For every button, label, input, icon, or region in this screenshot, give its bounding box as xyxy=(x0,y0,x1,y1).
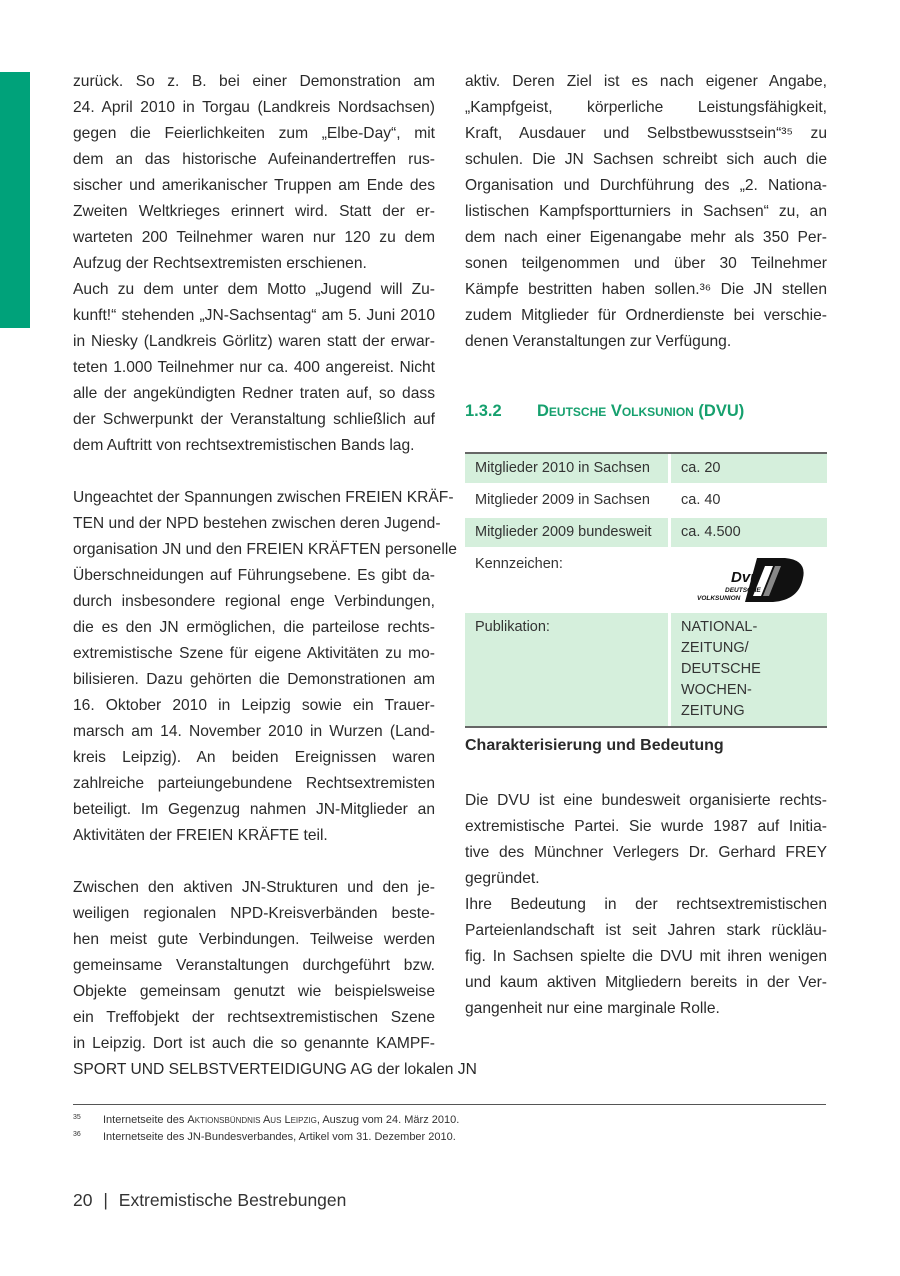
text-line: Zwischen den aktiven JN-Strukturen und den je- xyxy=(73,879,435,896)
text-line: fig. In Sachsen spielte die DVU mit ihren wenigen xyxy=(465,948,827,965)
dvu-facts-table xyxy=(465,452,827,728)
value-line: DEUTSCHE WOCHEN- xyxy=(681,661,761,698)
text-line: 16. Oktober 2010 in Leipzig sowie ein Trauer- xyxy=(73,697,435,714)
value-line: ZEITUNG xyxy=(681,703,745,719)
footnote xyxy=(73,1114,459,1126)
dvu-logo xyxy=(695,556,807,604)
text-line: aktiv. Deren Ziel ist es nach eigener Angabe, xyxy=(465,73,827,90)
row-value: ca. 20 xyxy=(671,454,827,486)
text-line: warteten 200 Teilnehmer waren nur 120 zu dem xyxy=(73,229,435,246)
text-line: hen meist gute Verbindungen. Teilweise werden xyxy=(73,931,435,948)
svg-text:VOLKSUNION: VOLKSUNION xyxy=(697,595,741,602)
row-label: Mitglieder 2009 bundesweit xyxy=(465,518,671,550)
text-line: teten 1.000 Teilnehmer nur ca. 400 angereist. Nicht xyxy=(73,359,435,376)
text-line: extremistische Partei. Sie wurde 1987 auf Initia- xyxy=(465,818,827,835)
text-line: dem Auftritt von rechtsextremistischen Bands lag. xyxy=(73,437,415,454)
text-line: gemeinsame Veranstaltungen durchgeführt bzw. xyxy=(73,957,435,974)
text-line: tive des Münchner Verlegers Dr. Gerhard FREY xyxy=(465,844,827,861)
text-line: Kämpfe bestritten haben sollen.³⁶ Die JN stellen xyxy=(465,281,827,298)
text-line: „Kampfgeist, körperliche Leistungsfähigkeit, xyxy=(465,99,827,116)
svg-text:DEUTSCHE: DEUTSCHE xyxy=(725,587,761,594)
right-text-column-top xyxy=(465,69,827,355)
text-line: und kaum aktiven Mitgliedern bereits in der Ver- xyxy=(465,974,827,991)
chapter-title: Extremistische Bestrebungen xyxy=(118,1190,347,1210)
value-line: NATIONAL-ZEITUNG/ xyxy=(681,619,758,656)
page-footer xyxy=(73,1190,346,1211)
text-line: SPORT UND SELBSTVERTEIDIGUNG AG der lokalen JN xyxy=(73,1061,477,1078)
subheading: Charakterisierung und Bedeutung xyxy=(465,737,724,754)
text-line: durch insbesondere regional enge Verbindungen, xyxy=(73,593,435,610)
section-number: 1.3.2 xyxy=(465,402,502,420)
text-line: marsch am 14. November 2010 in Wurzen (Land- xyxy=(73,723,435,740)
text-line: sischer und amerikanischer Truppen am Ende des xyxy=(73,177,435,194)
text-line: ein Treffobjekt der rechtsextremistischen Szene xyxy=(73,1009,435,1026)
table-row xyxy=(465,550,827,613)
text-line: in Leipzig. Dort ist auch die so genannte KAMPF- xyxy=(73,1035,435,1052)
footnote-text: , Auszug vom 24. März 2010. xyxy=(316,1114,460,1126)
text-line: Aktivitäten der FREIEN KRÄFTE teil. xyxy=(73,827,328,844)
footnote-divider xyxy=(73,1104,826,1105)
text-line: Ihre Bedeutung in der rechtsextremistischen xyxy=(465,896,827,913)
table-row xyxy=(465,454,827,486)
text-line: kunft!“ stehenden „JN-Sachsentag“ am 5. Juni 2010 xyxy=(73,307,435,324)
footnote-number: 36 xyxy=(73,1131,81,1138)
text-line: alle der angekündigten Redner traten auf, so dass xyxy=(73,385,435,402)
paragraph xyxy=(73,875,477,1083)
footnote-text: Internetseite des JN-Bundesverbandes, Artikel vom 31. Dezember 2010. xyxy=(103,1131,456,1143)
text-line: gegen die Feierlichkeiten zum „Elbe-Day“, mit xyxy=(73,125,435,142)
footnote-smallcaps: Aktionsbündnis Aus Leipzig xyxy=(187,1114,317,1126)
text-line: organisation JN und den FREIEN KRÄFTEN personelle xyxy=(73,541,457,558)
text-line: dem nach einer Eigenangabe mehr als 350 Per- xyxy=(465,229,827,246)
text-line: kreis Leipzig). An beiden Ereignissen waren xyxy=(73,749,435,766)
text-line: bilisieren. Dazu gehörten die Demonstrationen am xyxy=(73,671,435,688)
paragraph-gap xyxy=(73,849,435,875)
paragraph xyxy=(73,69,435,277)
paragraph-gap xyxy=(73,459,435,485)
text-line: Auch zu dem unter dem Motto „Jugend will Zu- xyxy=(73,281,435,298)
footnote-text: Internetseite des xyxy=(103,1114,188,1126)
row-label: Mitglieder 2009 in Sachsen xyxy=(465,486,671,518)
paragraph xyxy=(73,277,435,459)
paragraph xyxy=(465,892,827,1022)
text-line: Parteienlandschaft ist seit Jahren stark rückläu- xyxy=(465,922,827,939)
table-row xyxy=(465,486,827,518)
footer-separator: | xyxy=(103,1190,108,1210)
text-line: dem an das historische Aufeinandertreffen rus- xyxy=(73,151,435,168)
text-line: Organisation und Durchführung des „2. Nationa- xyxy=(465,177,827,194)
text-line: zurück. So z. B. bei einer Demonstration am xyxy=(73,73,435,90)
text-line: Aufzug der Rechtsextremisten erschienen. xyxy=(73,255,367,272)
row-label: Publikation: xyxy=(465,613,671,726)
row-value xyxy=(671,550,827,613)
text-line: weiligen regionalen NPD-Kreisverbänden beste- xyxy=(73,905,435,922)
text-line: sonen teilgenommen und über 30 Teilnehmer xyxy=(465,255,827,272)
text-line: Zweiten Weltkrieges erinnert wird. Statt der er- xyxy=(73,203,435,220)
logo-text: Dvu xyxy=(731,569,760,586)
section-title: Deutsche Volksunion (DVU) xyxy=(537,402,745,420)
text-line: schulen. Die JN Sachsen schreibt sich auch die xyxy=(465,151,827,168)
text-line: Kraft, Ausdauer und Selbstbewusstsein“³⁵ zu xyxy=(465,125,827,142)
paragraph xyxy=(465,788,827,892)
footnote xyxy=(73,1131,456,1143)
text-line: extremistische Szene für eigene Aktivitäten zu mo- xyxy=(73,645,435,662)
text-line: TEN und der NPD bestehen zwischen deren Jugend- xyxy=(73,515,441,532)
text-line: gangenheit nur eine marginale Rolle. xyxy=(465,1000,720,1017)
text-line: Objekte gemeinsam genutzt wie beispielsweise xyxy=(73,983,435,1000)
text-line: Die DVU ist eine bundesweit organisierte rechts- xyxy=(465,792,827,809)
row-value: ca. 4.500 xyxy=(671,518,827,550)
text-line: gegründet. xyxy=(465,870,540,887)
text-line: Überschneidungen auf Führungsebene. Es gibt da- xyxy=(73,567,435,584)
left-text-column xyxy=(73,69,477,1083)
table-row xyxy=(465,518,827,550)
text-line: die es den JN ermöglichen, die parteilose rechts- xyxy=(73,619,435,636)
text-line: Ungeachtet der Spannungen zwischen FREIEN KRÄF- xyxy=(73,489,454,506)
text-line: zahlreiche parteiungebundene Rechtsextremisten xyxy=(73,775,435,792)
row-value xyxy=(671,613,827,726)
footnote-number: 35 xyxy=(73,1114,81,1121)
text-line: beteiligt. Im Gegenzug nahmen JN-Mitglieder an xyxy=(73,801,435,818)
text-line: in Niesky (Landkreis Görlitz) waren statt der erwar- xyxy=(73,333,435,350)
row-label: Mitglieder 2010 in Sachsen xyxy=(465,454,671,486)
section-color-bar xyxy=(0,72,30,328)
row-value: ca. 40 xyxy=(671,486,827,518)
paragraph xyxy=(73,485,457,849)
text-line: 24. April 2010 in Torgau (Landkreis Nordsachsen) xyxy=(73,99,435,116)
paragraph xyxy=(465,69,827,355)
section-heading xyxy=(465,402,744,421)
text-line: zudem Mitglieder für Ordnerdienste bei verschie- xyxy=(465,307,827,324)
page-number: 20 xyxy=(73,1190,93,1210)
right-text-column-bottom xyxy=(465,788,827,1022)
table-row xyxy=(465,613,827,726)
text-line: denen Veranstaltungen zur Verfügung. xyxy=(465,333,732,350)
row-label: Kennzeichen: xyxy=(465,550,671,613)
text-line: der Schwerpunkt der Veranstaltung schließlich auf xyxy=(73,411,435,428)
text-line: listischen Kampfsportturniers in Sachsen“ zu, an xyxy=(465,203,827,220)
